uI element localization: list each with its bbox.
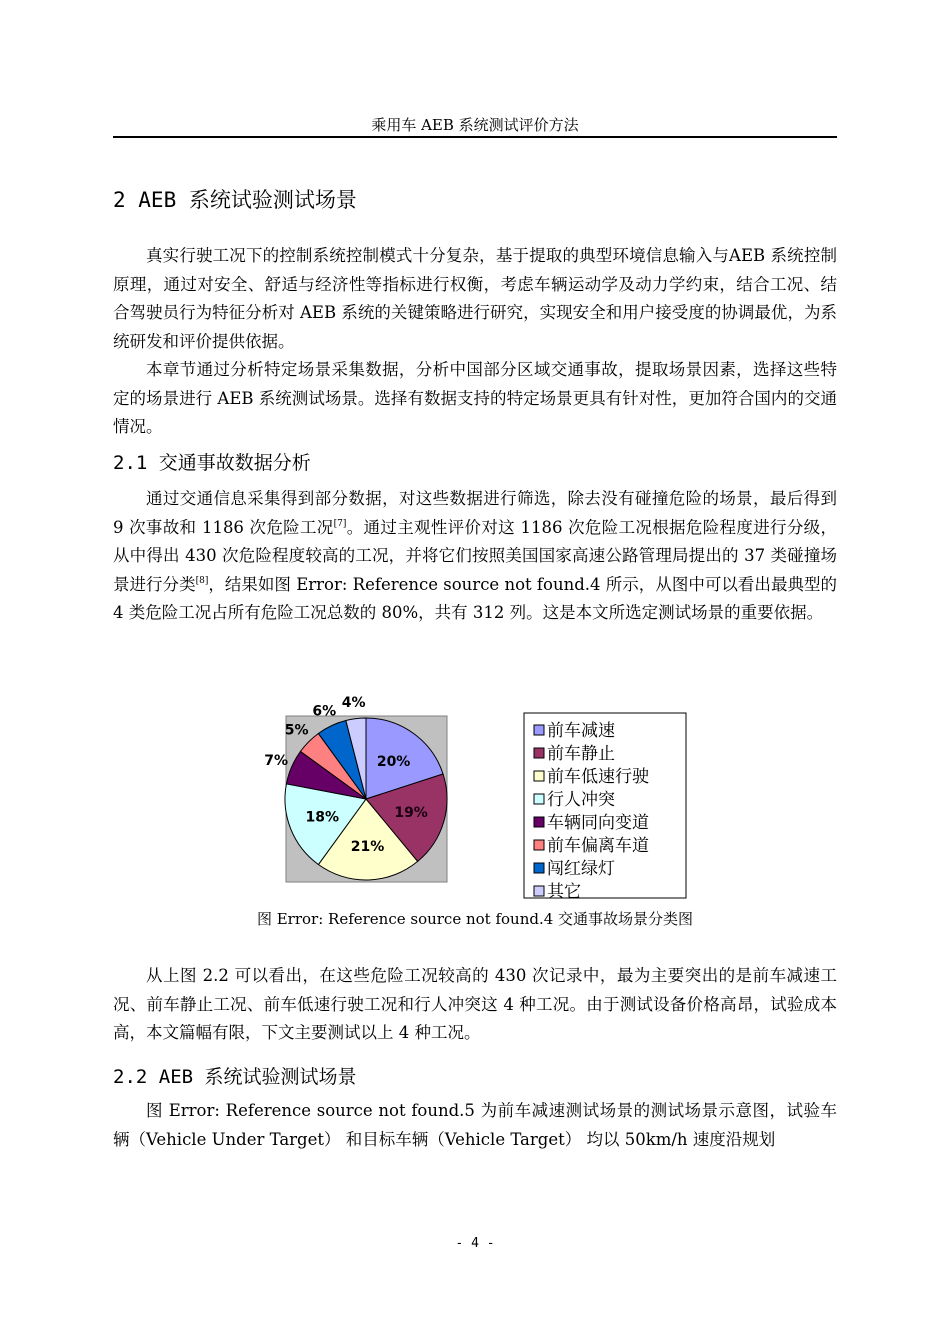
legend-label-7: 闯红绿灯 [547,859,615,879]
pie-label-7: 6% [312,703,337,720]
citation-7: [7] [333,518,347,529]
legend-swatch-2 [534,748,544,758]
section-2-heading: 2 AEB 系统试验测试场景 [113,188,357,212]
legend-swatch-5 [534,817,544,827]
paragraph-3-part-2: 。通过主观性评价对这 1186 次危险工况根据危险程度进行分级，从中得出 430 次危险程度较高的工况，并将它们按照美国国家高速公路管理局提出的 37 类碰撞场景进行分类 [113,517,837,594]
page-number: - 4 - [455,1236,495,1251]
paragraph-1: 真实行驶工况下的控制系统控制模式十分复杂，基于提取的典型环境信息输入与AEB 系统控制原理，通过对安全、舒适与经济性等指标进行权衡，考虑车辆运动学及动力学约束，结合工况、结合驾驶员行为特征分析对 AEB 系统的关键策略进行研究，实现安全和用户接受度的协调最优，为系统研发和评价提供依据。 [113,246,837,351]
citation-8: [8] [195,575,209,586]
figure-caption: 图 Error: Reference source not found.4 交通事故场景分类图 [256,910,694,928]
paragraph-4: 从上图 2.2 可以看出，在这些危险工况较高的 430 次记录中，最为主要突出的是前车减速工况、前车静止工况、前车低速行驶工况和行人冲突这 4 种工况。由于测试设备价格高昂，试验成本高，本文篇幅有限，下文主要测试以上 4 种工况。 [113,966,837,1042]
paragraph-3-part-3: ，结果如图 Error: Reference source not found.4 所示，从图中可以看出最典型的 4 类危险工况占所有危险工况总数的 80%，共有 312 列。这是本文所选定测试场景的重要依据。 [113,574,837,622]
section-2-2-heading: 2.2 AEB 系统试验测试场景 [113,1066,357,1088]
legend-swatch-7 [534,863,544,873]
pie-label-3: 21% [350,839,385,855]
pie-label-5: 7% [264,753,288,770]
legend-label-3: 前车低速行驶 [547,767,649,787]
pie-slices [285,718,447,880]
legend-label-2: 前车静止 [547,744,615,764]
running-header: 乘用车 AEB 系统测试评价方法 [371,116,579,134]
pie-label-8: 4% [341,694,366,711]
pie-label-2: 19% [394,805,428,822]
paragraph-5: 图 Error: Reference source not found.5 为前车减速测试场景的测试场景示意图，试验车辆（Vehicle Under Target） 和目标车辆（Vehicle Target） 均以 50km/h 速度沿规划 [113,1101,837,1149]
legend-swatch-3 [534,771,544,781]
paragraph-2: 本章节通过分析特定场景采集数据，分析中国部分区域交通事故，提取场景因素，选择这些特定的场景进行 AEB 系统测试场景。选择有数据支持的特定场景更具有针对性，更加符合国内的交通情况。 [113,360,837,436]
legend-swatch-8 [534,886,544,896]
legend-label-1: 前车减速 [547,721,615,741]
legend-label-6: 前车偏离车道 [547,836,649,856]
pie-label-1: 20% [376,754,411,770]
pie-label-6: 5% [284,722,309,739]
legend-label-8: 其它 [547,882,581,902]
legend-swatch-6 [534,840,544,850]
legend-label-5: 车辆同向变道 [547,813,649,833]
section-2-1-heading: 2.1 交通事故数据分析 [113,452,311,474]
legend-swatch-4 [534,794,544,804]
legend-swatch-1 [534,725,544,735]
paragraph-3-part-1: 通过交通信息采集得到部分数据，对这些数据进行筛选，除去没有碰撞危险的场景，最后得到 9 次事故和 1186 次危险工况 [113,489,837,537]
pie-label-4: 18% [305,809,340,826]
legend-label-4: 行人冲突 [547,790,615,810]
